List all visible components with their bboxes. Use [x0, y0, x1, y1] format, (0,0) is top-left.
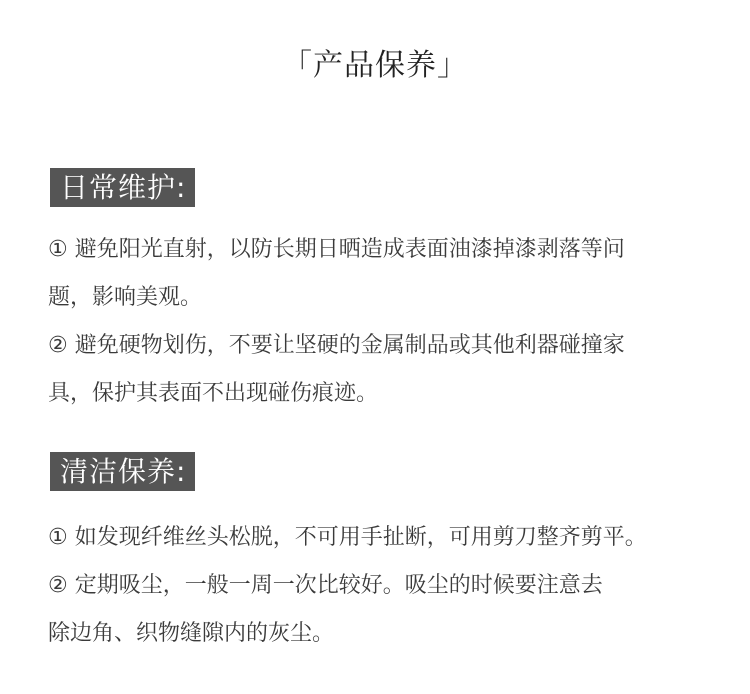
daily-maintenance-line-1: ① 避免阳光直射，以防长期日晒造成表面油漆掉漆剥落等问	[48, 237, 625, 262]
page-title: 「产品保养」	[282, 48, 468, 83]
daily-maintenance-line-3: ② 避免硬物划伤，不要让坚硬的金属制品或其他利器碰撞家	[48, 333, 625, 358]
cleaning-care-line-1: ① 如发现纤维丝头松脱，不可用手扯断，可用剪刀整齐剪平。	[48, 525, 647, 550]
cleaning-care-line-2: ② 定期吸尘，一般一周一次比较好。吸尘的时候要注意去	[48, 573, 603, 598]
daily-maintenance-line-2: 题，影响美观。	[48, 285, 203, 310]
section-heading-daily-maintenance: 日常维护:	[50, 168, 195, 207]
section-heading-cleaning-care: 清洁保养:	[50, 452, 195, 491]
daily-maintenance-line-4: 具，保护其表面不出现碰伤痕迹。	[48, 381, 379, 406]
cleaning-care-line-3: 除边角、织物缝隙内的灰尘。	[48, 621, 335, 646]
